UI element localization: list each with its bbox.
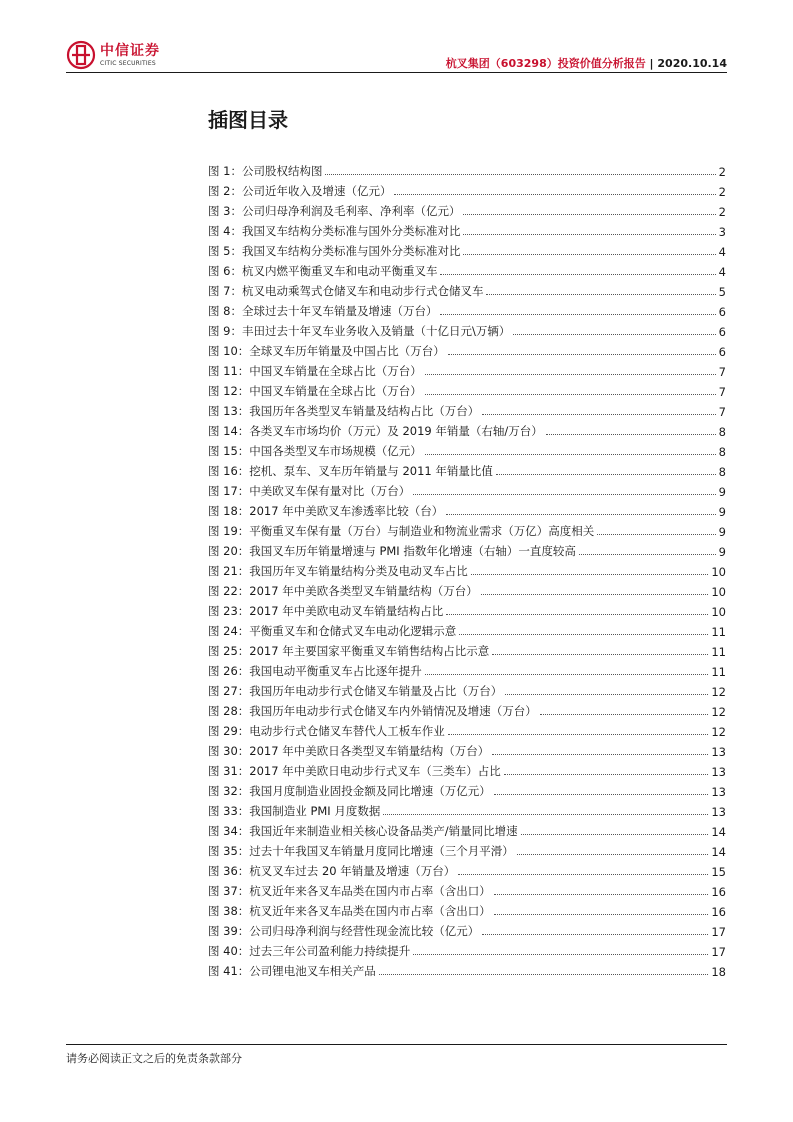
toc-entry-page: 11 bbox=[711, 645, 726, 659]
toc-entry[interactable] bbox=[208, 859, 726, 879]
toc-entry-page: 9 bbox=[718, 545, 726, 559]
toc-entry-label: 图 27：我国历年电动步行式仓储叉车销量及占比（万台） bbox=[208, 684, 503, 698]
toc-entry-label: 图 10：全球叉车历年销量及中国占比（万台） bbox=[208, 344, 445, 358]
toc-entry[interactable] bbox=[208, 659, 726, 679]
toc-leader-dots bbox=[521, 834, 709, 835]
toc-entry-label: 图 14：各类叉车市场均价（万元）及 2019 年销量（右轴/万台） bbox=[208, 424, 543, 438]
header-separator: | bbox=[645, 57, 658, 70]
toc-entry-page: 8 bbox=[718, 445, 726, 459]
toc-leader-dots bbox=[505, 694, 708, 695]
toc-entry[interactable] bbox=[208, 879, 726, 899]
citic-emblem-icon bbox=[66, 40, 96, 70]
toc-leader-dots bbox=[517, 854, 709, 855]
toc-entry-page: 3 bbox=[718, 225, 726, 239]
toc-entry[interactable] bbox=[208, 799, 726, 819]
page-title: 插图目录 bbox=[208, 108, 288, 132]
toc-leader-dots bbox=[482, 414, 715, 415]
footer-divider bbox=[66, 1044, 727, 1045]
toc-entry-label: 图 39：公司归母净利润与经营性现金流比较（亿元） bbox=[208, 924, 480, 938]
toc-entry-page: 2 bbox=[718, 205, 726, 219]
header-divider bbox=[66, 72, 727, 73]
toc-entry-page: 2 bbox=[718, 185, 726, 199]
toc-entry-page: 14 bbox=[711, 825, 726, 839]
toc-entry-page: 9 bbox=[718, 525, 726, 539]
toc-entry-page: 6 bbox=[718, 305, 726, 319]
toc-leader-dots bbox=[440, 274, 715, 275]
toc-entry-label: 图 2：公司近年收入及增速（亿元） bbox=[208, 184, 392, 198]
toc-entry-label: 图 19：平衡重叉车保有量（万台）与制造业和物流业需求（万亿）高度相关 bbox=[208, 524, 595, 538]
toc-entry[interactable] bbox=[208, 599, 726, 619]
toc-leader-dots bbox=[496, 474, 716, 475]
figure-table-of-contents bbox=[208, 159, 726, 979]
logo-chinese-name: 中信证券 bbox=[100, 42, 160, 59]
toc-entry[interactable] bbox=[208, 459, 726, 479]
toc-entry-page: 4 bbox=[718, 265, 726, 279]
toc-entry-page: 16 bbox=[711, 885, 726, 899]
toc-leader-dots bbox=[481, 594, 709, 595]
toc-entry-label: 图 6：杭叉内燃平衡重叉车和电动平衡重叉车 bbox=[208, 264, 438, 278]
toc-entry[interactable] bbox=[208, 439, 726, 459]
toc-entry-label: 图 11：中国叉车销量在全球占比（万台） bbox=[208, 364, 422, 378]
toc-entry-label: 图 30：2017 年中美欧日各类型叉车销量结构（万台） bbox=[208, 744, 490, 758]
toc-entry-label: 图 31：2017 年中美欧日电动步行式叉车（三类车）占比 bbox=[208, 764, 501, 778]
toc-leader-dots bbox=[425, 374, 716, 375]
toc-leader-dots bbox=[413, 494, 715, 495]
toc-entry-page: 8 bbox=[718, 425, 726, 439]
report-header bbox=[446, 55, 727, 71]
toc-entry-label: 图 15：中国各类型叉车市场规模（亿元） bbox=[208, 444, 422, 458]
toc-entry[interactable] bbox=[208, 419, 726, 439]
toc-entry-page: 10 bbox=[711, 565, 726, 579]
toc-entry-page: 2 bbox=[718, 165, 726, 179]
toc-entry-label: 图 40：过去三年公司盈利能力持续提升 bbox=[208, 944, 411, 958]
toc-entry[interactable] bbox=[208, 239, 726, 259]
toc-entry-label: 图 25：2017 年主要国家平衡重叉车销售结构占比示意 bbox=[208, 644, 490, 658]
toc-entry-page: 10 bbox=[711, 585, 726, 599]
logo-english-name: CITIC SECURITIES bbox=[100, 59, 156, 67]
toc-entry[interactable] bbox=[208, 299, 726, 319]
toc-entry-page: 12 bbox=[711, 705, 726, 719]
toc-entry[interactable] bbox=[208, 479, 726, 499]
toc-entry[interactable] bbox=[208, 639, 726, 659]
toc-leader-dots bbox=[446, 514, 715, 515]
toc-entry[interactable] bbox=[208, 699, 726, 719]
toc-entry-label: 图 5：我国叉车结构分类标准与国外分类标准对比 bbox=[208, 244, 461, 258]
toc-leader-dots bbox=[379, 974, 709, 975]
toc-entry-page: 15 bbox=[711, 865, 726, 879]
toc-leader-dots bbox=[482, 934, 708, 935]
toc-leader-dots bbox=[597, 534, 715, 535]
toc-entry-page: 5 bbox=[718, 285, 726, 299]
toc-entry-label: 图 35：过去十年我国叉车销量月度同比增速（三个月平滑） bbox=[208, 844, 514, 858]
toc-entry[interactable] bbox=[208, 319, 726, 339]
toc-leader-dots bbox=[325, 174, 715, 175]
toc-leader-dots bbox=[383, 814, 708, 815]
toc-leader-dots bbox=[494, 894, 709, 895]
toc-leader-dots bbox=[425, 394, 716, 395]
toc-entry[interactable] bbox=[208, 579, 726, 599]
toc-leader-dots bbox=[425, 454, 716, 455]
toc-leader-dots bbox=[540, 714, 709, 715]
toc-leader-dots bbox=[448, 354, 716, 355]
toc-entry-label: 图 24：平衡重叉车和仓储式叉车电动化逻辑示意 bbox=[208, 624, 457, 638]
toc-leader-dots bbox=[471, 574, 709, 575]
toc-leader-dots bbox=[546, 434, 716, 435]
citic-logo bbox=[66, 38, 176, 72]
toc-entry-label: 图 16：挖机、泵车、叉车历年销量与 2011 年销量比值 bbox=[208, 464, 493, 478]
toc-entry-label: 图 26：我国电动平衡重叉车占比逐年提升 bbox=[208, 664, 422, 678]
toc-leader-dots bbox=[486, 294, 715, 295]
toc-leader-dots bbox=[579, 554, 716, 555]
toc-entry-page: 13 bbox=[711, 805, 726, 819]
toc-entry-page: 12 bbox=[711, 685, 726, 699]
toc-leader-dots bbox=[458, 874, 708, 875]
toc-entry[interactable] bbox=[208, 379, 726, 399]
toc-entry-page: 13 bbox=[711, 745, 726, 759]
toc-entry-page: 8 bbox=[718, 465, 726, 479]
toc-entry-page: 13 bbox=[711, 785, 726, 799]
toc-leader-dots bbox=[413, 954, 708, 955]
toc-entry-page: 11 bbox=[711, 625, 726, 639]
toc-entry[interactable] bbox=[208, 679, 726, 699]
toc-leader-dots bbox=[425, 674, 709, 675]
toc-entry-label: 图 3：公司归母净利润及毛利率、净利率（亿元） bbox=[208, 204, 461, 218]
toc-entry[interactable] bbox=[208, 559, 726, 579]
toc-entry[interactable] bbox=[208, 779, 726, 799]
toc-entry-page: 11 bbox=[711, 665, 726, 679]
toc-leader-dots bbox=[446, 614, 708, 615]
toc-entry-label: 图 41：公司锂电池叉车相关产品 bbox=[208, 964, 376, 978]
toc-entry[interactable] bbox=[208, 619, 726, 639]
toc-entry[interactable] bbox=[208, 919, 726, 939]
toc-entry-page: 12 bbox=[711, 725, 726, 739]
toc-entry-page: 9 bbox=[718, 505, 726, 519]
toc-entry-page: 16 bbox=[711, 905, 726, 919]
toc-entry[interactable] bbox=[208, 179, 726, 199]
toc-entry-label: 图 20：我国叉车历年销量增速与 PMI 指数年化增速（右轴）一直度较高 bbox=[208, 544, 576, 558]
toc-entry-label: 图 7：杭叉电动乘驾式仓储叉车和电动步行式仓储叉车 bbox=[208, 284, 484, 298]
toc-entry[interactable] bbox=[208, 199, 726, 219]
toc-entry[interactable] bbox=[208, 359, 726, 379]
toc-entry[interactable] bbox=[208, 939, 726, 959]
toc-entry[interactable] bbox=[208, 519, 726, 539]
toc-entry[interactable] bbox=[208, 839, 726, 859]
toc-entry-label: 图 9：丰田过去十年叉车业务收入及销量（十亿日元\万辆） bbox=[208, 324, 511, 338]
toc-leader-dots bbox=[448, 734, 709, 735]
toc-leader-dots bbox=[463, 234, 715, 235]
toc-entry[interactable] bbox=[208, 899, 726, 919]
toc-leader-dots bbox=[492, 754, 708, 755]
toc-leader-dots bbox=[440, 314, 715, 315]
toc-leader-dots bbox=[494, 914, 709, 915]
toc-leader-dots bbox=[459, 634, 708, 635]
toc-entry-page: 7 bbox=[718, 405, 726, 419]
toc-entry-page: 14 bbox=[711, 845, 726, 859]
toc-entry-label: 图 28：我国历年电动步行式仓储叉车内外销情况及增速（万台） bbox=[208, 704, 537, 718]
toc-entry-label: 图 37：杭叉近年来各叉车品类在国内市占率（含出口） bbox=[208, 884, 491, 898]
toc-entry[interactable] bbox=[208, 759, 726, 779]
toc-entry-label: 图 32：我国月度制造业固投金额及同比增速（万亿元） bbox=[208, 784, 491, 798]
toc-leader-dots bbox=[463, 254, 715, 255]
toc-entry[interactable] bbox=[208, 819, 726, 839]
toc-entry[interactable] bbox=[208, 259, 726, 279]
footer-disclaimer: 请务必阅读正文之后的免责条款部分 bbox=[66, 1052, 242, 1065]
toc-entry[interactable] bbox=[208, 499, 726, 519]
toc-leader-dots bbox=[513, 334, 715, 335]
toc-entry-label: 图 22：2017 年中美欧各类型叉车销量结构（万台） bbox=[208, 584, 478, 598]
toc-leader-dots bbox=[394, 194, 715, 195]
report-title: 杭叉集团（603298）投资价值分析报告 bbox=[445, 57, 646, 70]
toc-entry[interactable] bbox=[208, 399, 726, 419]
toc-entry-label: 图 33：我国制造业 PMI 月度数据 bbox=[208, 804, 381, 818]
toc-entry-label: 图 4：我国叉车结构分类标准与国外分类标准对比 bbox=[208, 224, 461, 238]
toc-entry-label: 图 8：全球过去十年叉车销量及增速（万台） bbox=[208, 304, 438, 318]
report-date: 2020.10.14 bbox=[657, 57, 727, 70]
toc-entry-label: 图 18：2017 年中美欧叉车渗透率比较（台） bbox=[208, 504, 444, 518]
toc-entry-page: 17 bbox=[711, 945, 726, 959]
toc-entry-page: 6 bbox=[718, 325, 726, 339]
toc-entry-label: 图 13：我国历年各类型叉车销量及结构占比（万台） bbox=[208, 404, 480, 418]
toc-entry-label: 图 17：中美欧叉车保有量对比（万台） bbox=[208, 484, 411, 498]
toc-entry-label: 图 21：我国历年叉车销量结构分类及电动叉车占比 bbox=[208, 564, 468, 578]
toc-entry-page: 7 bbox=[718, 365, 726, 379]
toc-entry-label: 图 38：杭叉近年来各叉车品类在国内市占率（含出口） bbox=[208, 904, 491, 918]
toc-entry[interactable] bbox=[208, 539, 726, 559]
toc-entry[interactable] bbox=[208, 339, 726, 359]
toc-entry[interactable] bbox=[208, 739, 726, 759]
toc-entry[interactable] bbox=[208, 219, 726, 239]
toc-entry-page: 18 bbox=[711, 965, 726, 979]
toc-entry-label: 图 36：杭叉叉车过去 20 年销量及增速（万台） bbox=[208, 864, 456, 878]
toc-leader-dots bbox=[494, 794, 709, 795]
toc-leader-dots bbox=[492, 654, 708, 655]
toc-entry[interactable] bbox=[208, 279, 726, 299]
toc-entry[interactable] bbox=[208, 719, 726, 739]
toc-entry-page: 13 bbox=[711, 765, 726, 779]
toc-entry-label: 图 23：2017 年中美欧电动叉车销量结构占比 bbox=[208, 604, 444, 618]
toc-entry-label: 图 12：中国叉车销量在全球占比（万台） bbox=[208, 384, 422, 398]
toc-entry-page: 10 bbox=[711, 605, 726, 619]
toc-entry-page: 7 bbox=[718, 385, 726, 399]
toc-entry-page: 17 bbox=[711, 925, 726, 939]
toc-leader-dots bbox=[463, 214, 715, 215]
toc-entry[interactable] bbox=[208, 959, 726, 979]
toc-entry-page: 6 bbox=[718, 345, 726, 359]
toc-entry-label: 图 34：我国近年来制造业相关核心设备品类产/销量同比增速 bbox=[208, 824, 518, 838]
toc-entry[interactable] bbox=[208, 159, 726, 179]
toc-entry-label: 图 1：公司股权结构图 bbox=[208, 164, 323, 178]
toc-leader-dots bbox=[504, 774, 709, 775]
toc-entry-label: 图 29：电动步行式仓储叉车替代人工板车作业 bbox=[208, 724, 445, 738]
toc-entry-page: 4 bbox=[718, 245, 726, 259]
toc-entry-page: 9 bbox=[718, 485, 726, 499]
